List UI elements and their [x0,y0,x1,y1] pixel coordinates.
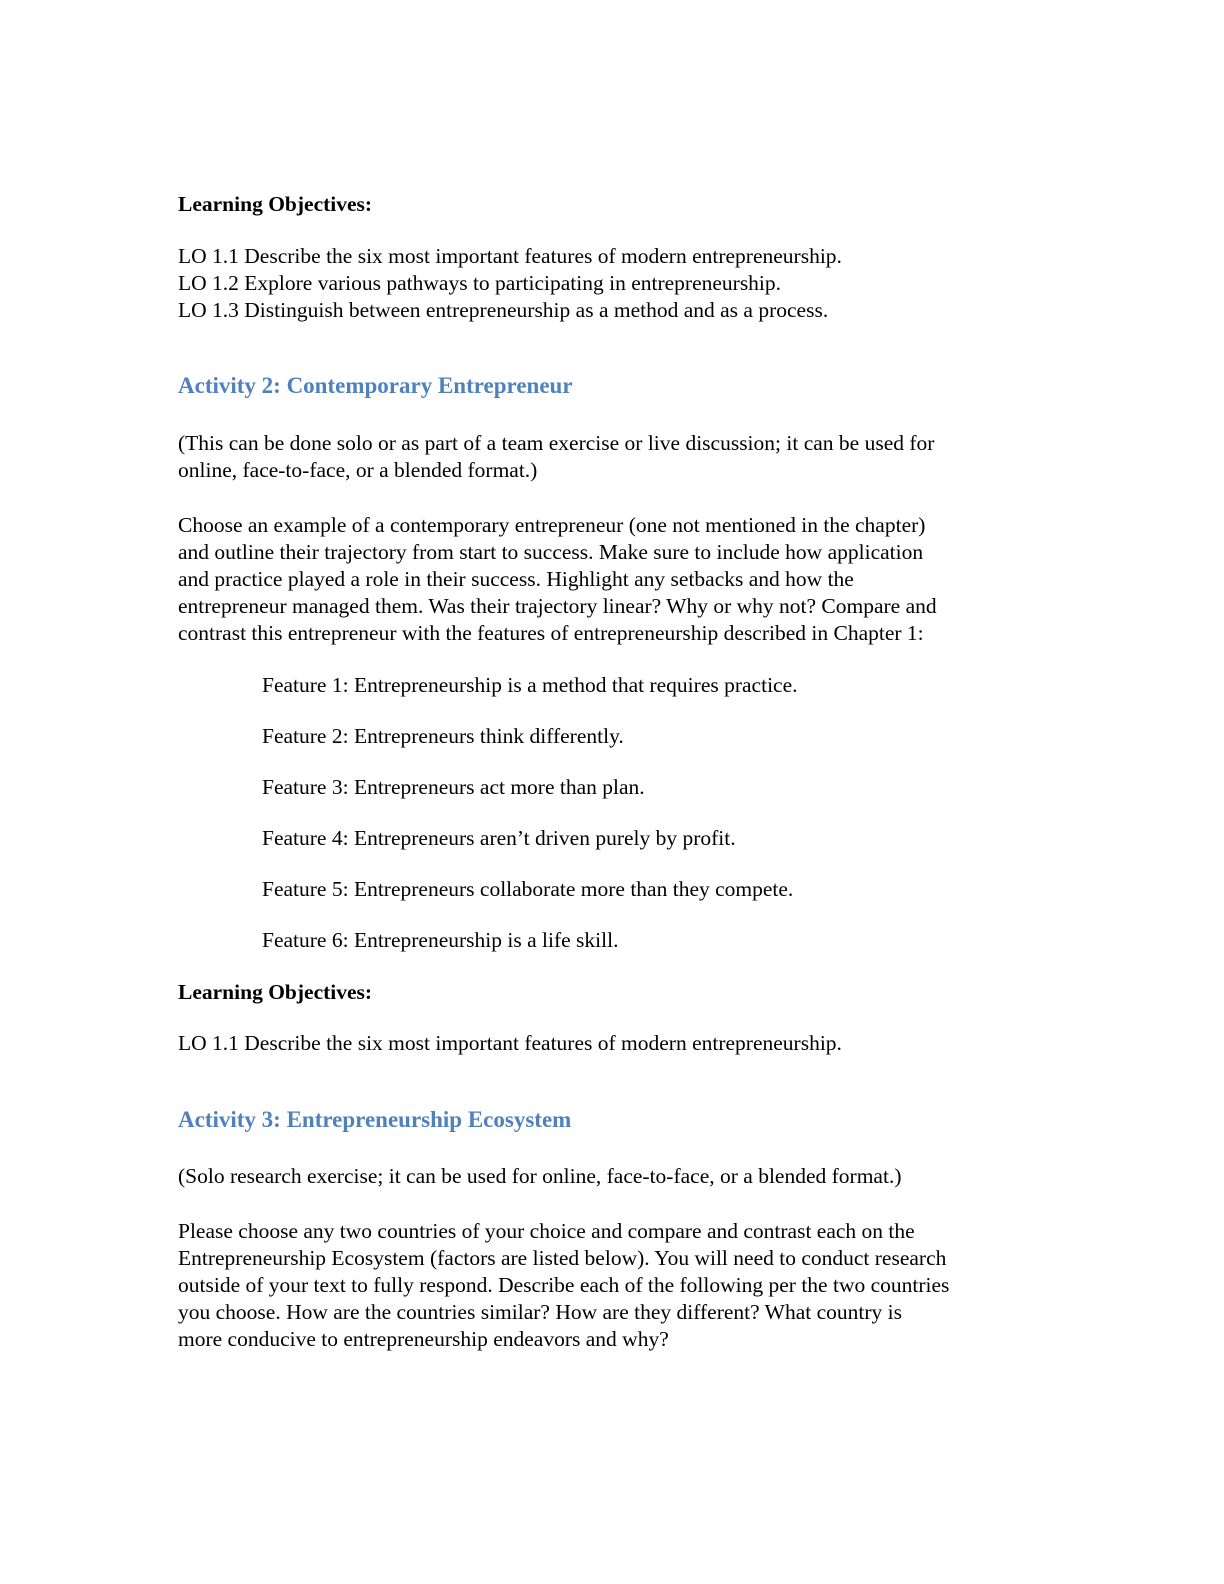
activity-2-instructions: Choose an example of a contemporary entrepreneur (one not mentioned in the chapter) [178,513,926,537]
learning-objective-item: LO 1.3 Distinguish between entrepreneurship as a method and as a process. [178,298,829,322]
activity-2-instructions: entrepreneur managed them. Was their trajectory linear? Why or why not? Compare and [178,594,937,618]
activity-2-instructions: and practice played a role in their success. Highlight any setbacks and how the [178,567,854,591]
feature-item: Feature 2: Entrepreneurs think differently. [262,724,624,748]
feature-item: Feature 1: Entrepreneurship is a method that requires practice. [262,673,798,697]
activity-3-instructions: Please choose any two countries of your choice and compare and contrast each on the [178,1219,915,1243]
feature-item: Feature 3: Entrepreneurs act more than plan. [262,775,645,799]
feature-item: Feature 5: Entrepreneurs collaborate more than they compete. [262,877,794,901]
learning-objective-item: LO 1.2 Explore various pathways to participating in entrepreneurship. [178,271,782,295]
activity-2-format-note: (This can be done solo or as part of a team exercise or live discussion; it can be used for [178,431,935,455]
activity-2-instructions: contrast this entrepreneur with the features of entrepreneurship described in Chapter 1: [178,621,924,645]
feature-item: Feature 6: Entrepreneurship is a life skill. [262,928,619,952]
activity-3-instructions: more conducive to entrepreneurship endeavors and why? [178,1327,669,1351]
activity-3-instructions: Entrepreneurship Ecosystem (factors are listed below). You will need to conduct research [178,1246,947,1270]
activity-2-instructions: and outline their trajectory from start to success. Make sure to include how application [178,540,924,564]
activity-3-heading: Activity 3: Entrepreneurship Ecosystem [178,1107,572,1132]
learning-objectives-heading: Learning Objectives: [178,192,373,216]
activity-2-format-note: online, face-to-face, or a blended format.) [178,458,538,482]
activity-2-heading: Activity 2: Contemporary Entrepreneur [178,373,573,398]
learning-objective-item: LO 1.1 Describe the six most important features of modern entrepreneurship. [178,1031,842,1055]
activity-3-instructions: you choose. How are the countries similar? How are they different? What country is [178,1300,902,1324]
activity-3-instructions: outside of your text to fully respond. Describe each of the following per the two countries [178,1273,950,1297]
feature-item: Feature 4: Entrepreneurs aren’t driven purely by profit. [262,826,736,850]
activity-3-format-note: (Solo research exercise; it can be used for online, face-to-face, or a blended format.) [178,1164,902,1188]
learning-objective-item: LO 1.1 Describe the six most important features of modern entrepreneurship. [178,244,842,268]
learning-objectives-heading: Learning Objectives: [178,980,373,1004]
